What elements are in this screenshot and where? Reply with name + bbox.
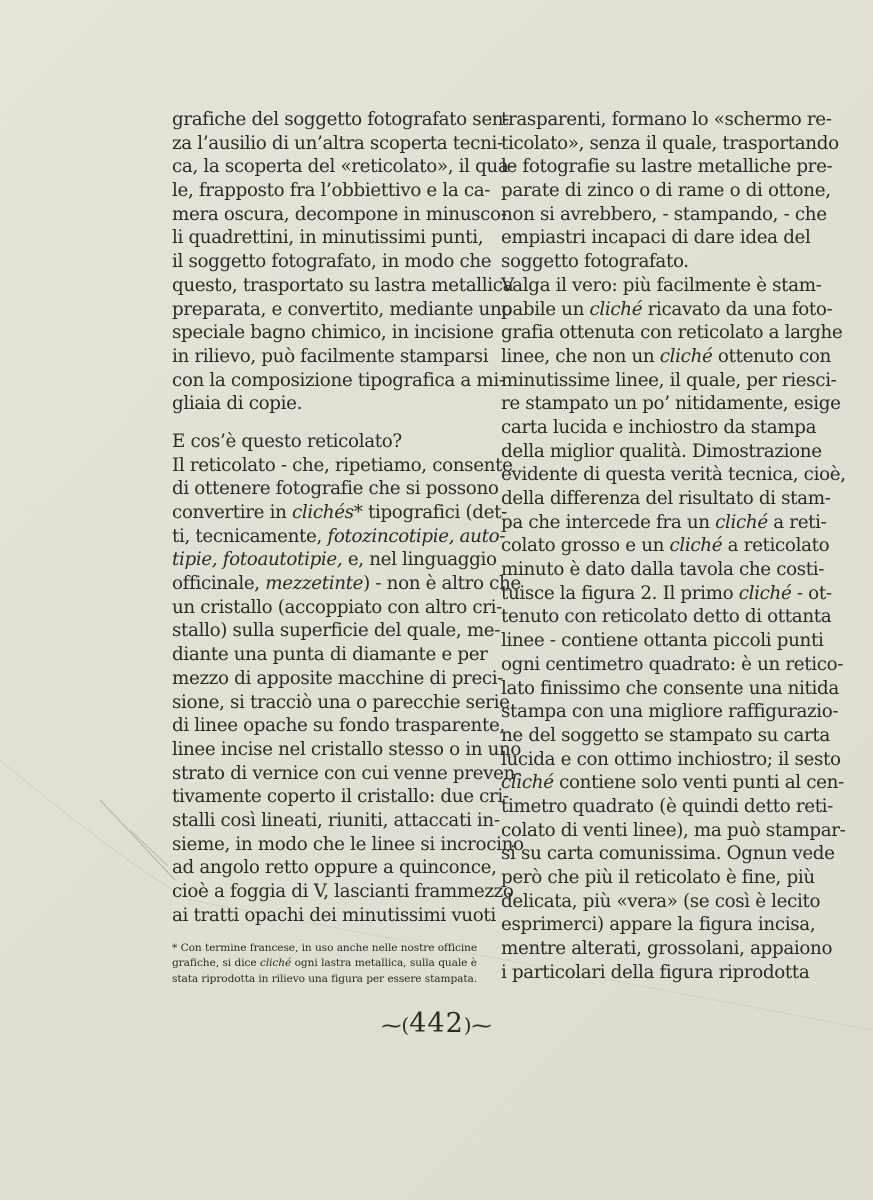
text-run: e, nel linguaggio [342,549,497,571]
text-line: Il reticolato - che, ripetiamo, consente [172,454,513,476]
text-line: di ottenere fotografie che si possono [172,478,499,500]
text-line: le fotografie su lastre metalliche pre- [501,156,833,178]
text-line: in rilievo, può facilmente stamparsi [172,345,489,367]
text-line: preparata, e convertito, mediante uno [172,298,513,320]
text-line: ca, la scoperta del «reticolato», il qua- [172,156,515,178]
text-run: a reticolato [722,535,830,557]
text-run: grafiche, si dice [172,957,261,970]
text-line: mezzo di apposite macchine di preci- [172,667,504,689]
page-number-value: 442 [409,1008,464,1039]
text-line: strato di vernice con cui venne preven- [172,762,521,784]
text-line: ad angolo retto oppure a quinconce, [172,857,497,879]
text-line [172,548,497,572]
text-run: ti, tecnicamente, [172,525,328,547]
text-line: carta lucida e inchiostro da stampa [501,416,817,438]
text-run: tipografici (det- [362,502,507,523]
left-ornament: ⁓( [381,1013,410,1037]
text-run: tuisce la figura 2. Il primo [501,582,739,604]
text-line: za l’ausilio di un’altra scoperta tecni- [172,132,503,154]
text-line: speciale bagno chimico, in incisione [172,322,494,344]
text-line: si su carta comunissima. Ognun vede [501,843,835,865]
text-line [172,572,521,596]
text-line: il soggetto fotografato, in modo che [172,251,492,273]
text-line: empiastri incapaci di dare idea del [501,227,811,249]
text-line: tenuto con reticolato detto di ottanta [501,606,832,628]
text-line: li quadrettini, in minutissimi punti, [172,227,484,249]
italic-term: cliché [715,511,768,533]
text-run: ogni lastra metallica, sulla quale è [291,957,477,970]
text-line: con la composizione tipografica a mi- [172,369,505,391]
italic-term: cliché [589,298,643,320]
text-line: gliaia di copie. [172,393,303,415]
text-line: stalli così lineati, riuniti, attaccati in- [172,809,500,831]
text-line: mera oscura, decompone in minusco- [172,203,507,225]
italic-term: cliché [260,957,292,970]
text-run: ) - non è altro che [363,573,521,595]
text-line: però che più il reticolato è fine, più [501,867,815,888]
text-run: ricavato da una foto- [642,298,833,320]
text-line: timetro quadrato (è quindi detto reti- [501,795,834,817]
text-line: delicata, più «vera» (se così è lecito [501,890,821,912]
footnote-line [172,956,477,971]
text-line: sieme, in modo che le linee si incrocino [172,833,524,855]
text-line: ticolato», senza il quale, trasportando [501,132,839,154]
italic-term: cliché [501,772,554,794]
text-line: parate di zinco o di rame o di ottone, [501,180,831,202]
text-line: colato di venti linee), ma può stampar- [501,819,846,841]
right-ornament: )⁓ [463,1013,492,1037]
text-line [501,345,831,369]
text-line: esprimerci) appare la figura incisa, [501,914,816,936]
text-line: della miglior qualità. Dimostrazione [501,440,822,462]
text-line [501,771,844,795]
left-text-column [172,108,524,927]
italic-term: cliché [659,345,713,367]
text-line: grafiche del soggetto fotografato sen- [172,109,510,130]
text-line: evidente di questa verità tecnica, cioè, [501,464,846,486]
text-line [501,582,832,606]
right-text-column [501,108,846,984]
text-run: officinale, [172,573,266,595]
text-line: lucida e con ottimo inchiostro; il sesto [501,748,841,770]
text-line: minutissime linee, il quale, per riesci- [501,369,837,391]
text-run: pabile un [501,298,590,320]
text-line: i particolari della figura riprodotta [501,961,810,983]
text-line: della differenza del risultato di stam- [501,488,831,509]
text-line: mentre alterati, grossolani, appaiono [501,938,833,960]
text-line: le, frapposto fra l’obbiettivo e la ca- [172,180,491,202]
text-line: non si avrebbero, - stampando, - che [501,203,827,225]
text-line: questo, trasportato su lastra metallica [172,274,514,296]
text-run: contiene solo venti punti al cen- [553,772,844,794]
text-line: stampa con una migliore raffigurazio- [501,701,839,723]
text-line: grafia ottenuta con reticolato a larghe [501,322,843,344]
text-line [501,298,833,322]
text-line: re stampato un po’ nitidamente, esige [501,393,841,415]
text-run: pa che intercede fra un [501,511,716,533]
text-line: cioè a foggia di V, lascianti frammezzo [172,881,514,902]
text-line: stallo) sulla superficie del quale, me- [172,620,501,642]
text-line: linee incise nel cristallo stesso o in uno [172,738,522,760]
text-run: convertire in [172,502,292,523]
text-line: ogni centimetro quadrato: è un retico- [501,653,844,675]
text-line: Valga il vero: più facilmente è stam- [501,274,822,296]
text-line: sione, si tracciò una o parecchie serie [172,691,510,713]
text-line: trasparenti, formano lo «schermo re- [501,109,832,130]
text-line: tivamente coperto il cristallo: due cri- [172,786,509,808]
italic-term: cliché [738,582,792,604]
text-line: linee - contiene ottanta piccoli punti [501,630,824,652]
footnote-line: stata riprodotta in rilievo una figura per essere stampata. [172,972,477,985]
text-line [501,534,830,558]
footnote [172,941,477,987]
text-line: un cristallo (accoppiato con altro cri- [172,596,502,618]
text-line: lato finissimo che consente una nitida [501,677,839,699]
italic-term: tipie, fotoautotipie, [172,549,343,571]
text-run: - ot- [791,582,832,604]
text-run: ottenuto con [712,345,831,367]
text-line: soggetto fotografato. [501,251,689,273]
text-line: minuto è dato dalla tavola che costi- [501,559,825,581]
page-number [0,1008,873,1039]
text-line [172,525,506,549]
italic-term: cliché [669,535,723,557]
italic-term: fotozincotipie, auto- [327,525,506,547]
footnote-line: * Con termine francese, in uso anche nelle nostre officine [172,942,477,954]
text-line: di linee opache su fondo trasparente, [172,715,505,737]
text-run: colato grosso e un [501,535,670,557]
section-question: E cos’è questo reticolato? [172,430,402,452]
text-line: diante una punta di diamante e per [172,644,488,666]
text-line: ai tratti opachi dei minutissimi vuoti [172,904,496,926]
italic-term: mezzetinte [265,573,364,595]
text-line: ne del soggetto se stampato su carta [501,724,830,746]
text-line [172,501,507,525]
text-run: a reti- [767,511,827,533]
text-run: linee, che non un [501,345,660,367]
italic-term: clichés* [292,502,363,523]
text-line [501,511,827,535]
